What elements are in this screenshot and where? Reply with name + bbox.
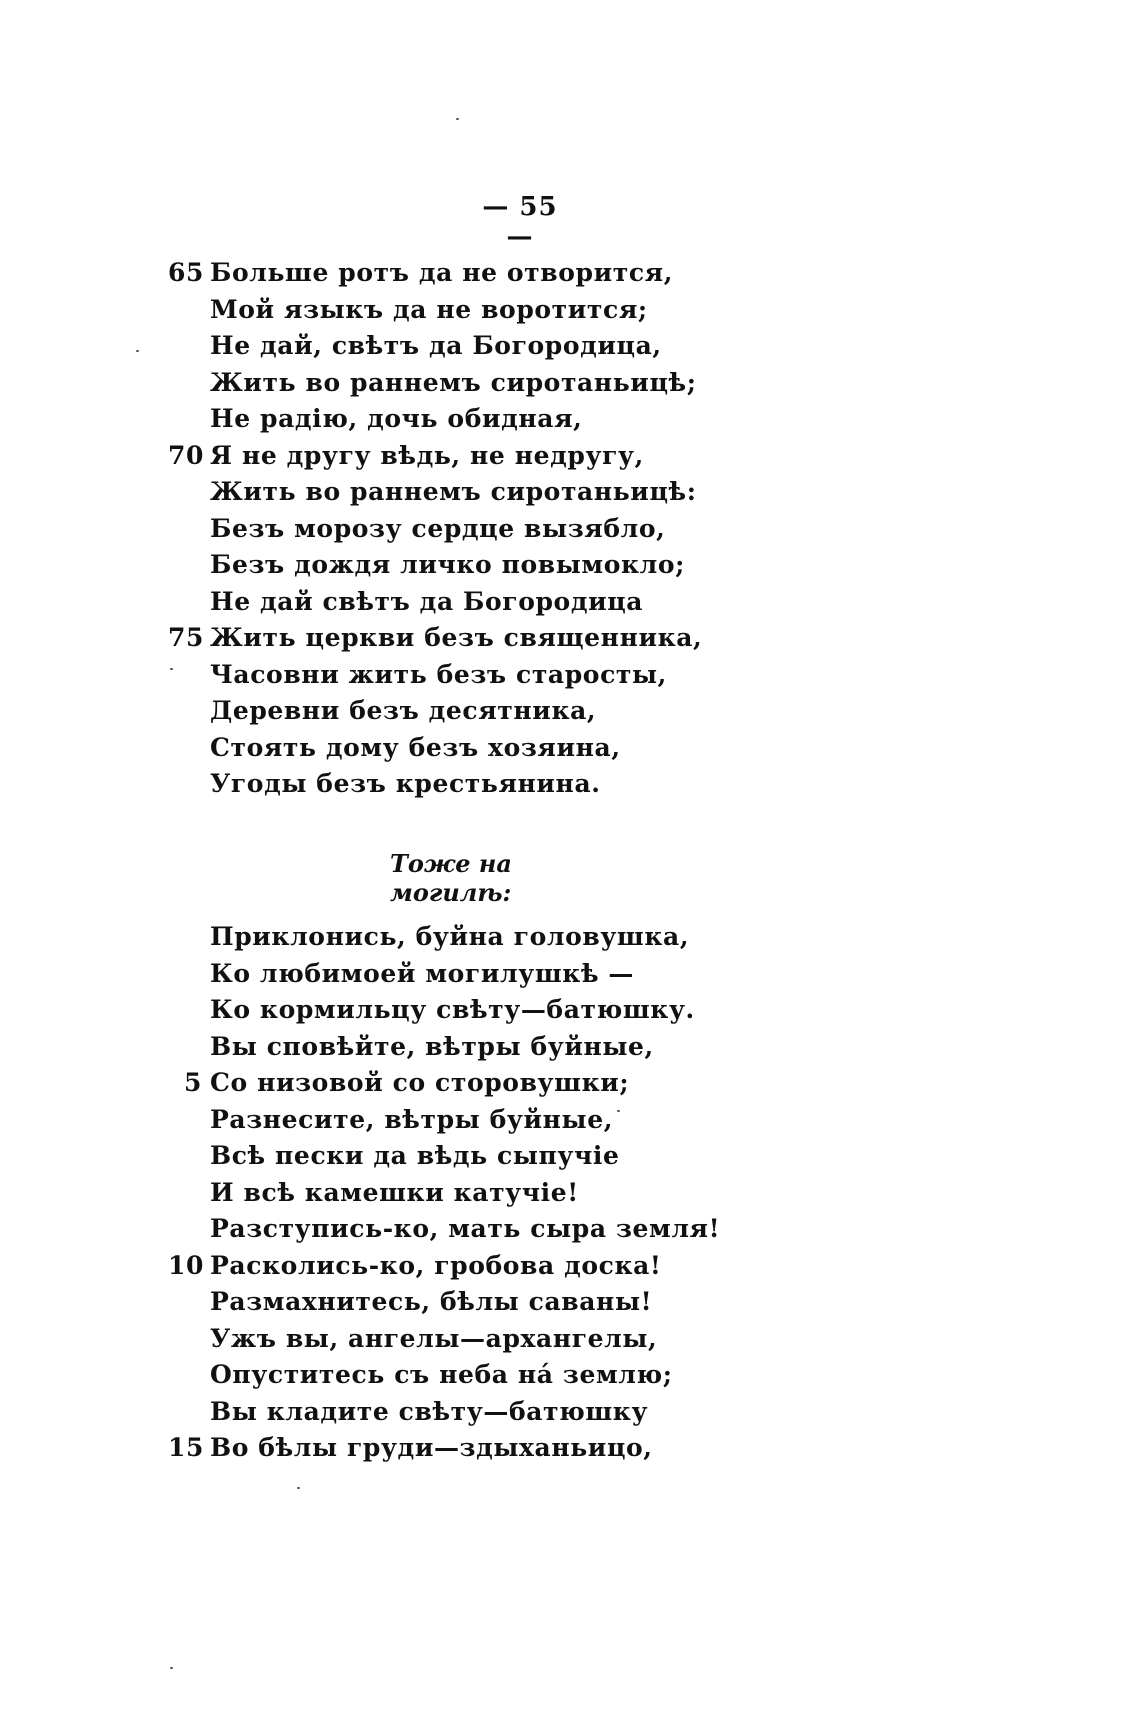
scan-speck xyxy=(617,1110,620,1112)
scan-speck xyxy=(170,668,173,670)
verse-line xyxy=(168,511,688,548)
verse-text: Я не другу вѣдь, не недругу, xyxy=(210,440,644,470)
line-number: 15 xyxy=(168,1433,204,1462)
verse-line xyxy=(168,1102,688,1139)
verse-text: Не радiю, дочь обидная, xyxy=(210,404,583,433)
poem-at-the-grave xyxy=(168,919,721,1467)
verse-line xyxy=(168,1430,688,1467)
verse-line xyxy=(168,328,688,365)
line-number: 75 xyxy=(168,623,204,652)
verse-text: Размахнитесь, бѣлы саваны! xyxy=(210,1287,653,1316)
verse-text: Не дай свѣтъ да Богородица xyxy=(210,586,644,616)
poem-lament-continuation xyxy=(168,255,703,803)
verse-line xyxy=(168,292,688,329)
verse-text: Жить во раннемъ сиротаньицѣ; xyxy=(210,367,697,397)
verse-line xyxy=(168,766,688,803)
verse-text: Во бѣлы груди—здыханьицо, xyxy=(210,1433,653,1462)
verse-text: Разступись-ко, мать сыра земля! xyxy=(210,1214,721,1243)
verse-line xyxy=(168,1394,688,1431)
scan-speck xyxy=(456,118,459,120)
verse-text: Опуститесь съ неба нá землю; xyxy=(210,1360,673,1389)
verse-text: Безъ дождя личко повымокло; xyxy=(210,550,686,579)
scan-speck xyxy=(136,350,139,352)
verse-text: Мой языкъ да не воротится; xyxy=(210,294,648,324)
verse-line xyxy=(168,992,695,1029)
line-number: 10 xyxy=(168,1250,204,1280)
verse-text: Ко любимоей могилушкѣ — xyxy=(210,958,635,988)
verse-text: И всѣ камешки катучiе! xyxy=(210,1177,579,1207)
verse-line xyxy=(168,1029,688,1066)
verse-text: Угоды безъ крестьянина. xyxy=(210,769,601,798)
verse-line xyxy=(168,1284,688,1321)
verse-text: Больше ротъ да не отворится, xyxy=(210,258,674,287)
verse-text: Безъ морозу сердце вызябло, xyxy=(210,513,666,543)
section-title: Тоже на могилѣ: xyxy=(390,849,512,907)
verse-text: Деревни безъ десятника, xyxy=(210,696,597,725)
line-number: 65 xyxy=(168,258,204,287)
verse-line xyxy=(168,1248,688,1285)
verse-line xyxy=(168,620,703,657)
verse-line xyxy=(168,438,688,475)
verse-text: Со низовой со сторовушки; xyxy=(210,1068,630,1097)
verse-line xyxy=(168,547,688,584)
verse-line xyxy=(168,956,688,993)
verse-line xyxy=(168,1321,688,1358)
verse-line xyxy=(168,1065,688,1102)
verse-text: Ужъ вы, ангелы—архангелы, xyxy=(210,1323,658,1353)
verse-line xyxy=(168,584,688,621)
verse-line xyxy=(168,1357,688,1394)
verse-text: Стоять дому безъ хозяина, xyxy=(210,732,621,762)
scan-speck xyxy=(170,1667,173,1669)
scan-speck xyxy=(297,1487,300,1489)
verse-line xyxy=(168,1211,721,1248)
verse-text: Жить церкви безъ священника, xyxy=(210,623,703,652)
verse-line xyxy=(168,401,688,438)
line-number: 70 xyxy=(168,440,204,470)
verse-line xyxy=(168,730,688,767)
verse-line xyxy=(168,919,688,956)
verse-text: Приклонись, буйна головушка, xyxy=(210,922,690,951)
verse-line xyxy=(168,365,697,402)
verse-line xyxy=(168,474,697,511)
verse-text: Всѣ пески да вѣдь сыпучiе xyxy=(210,1141,620,1170)
verse-line xyxy=(168,1175,688,1212)
verse-text: Расколись-ко, гробова доска! xyxy=(210,1250,662,1280)
verse-line xyxy=(168,657,688,694)
verse-text: Вы сповѣйте, вѣтры буйные, xyxy=(210,1031,654,1061)
verse-text: Часовни жить безъ старосты, xyxy=(210,659,667,689)
verse-text: Разнесите, вѣтры буйные, xyxy=(210,1104,613,1134)
verse-text: Жить во раннемъ сиротаньицѣ: xyxy=(210,477,697,506)
verse-line xyxy=(168,255,688,292)
verse-line xyxy=(168,693,688,730)
verse-text: Вы кладите свѣту—батюшку xyxy=(210,1396,649,1426)
verse-line xyxy=(168,1138,688,1175)
page-number: — 55 — xyxy=(482,192,558,252)
verse-text: Ко кормильцу свѣту—батюшку. xyxy=(210,995,695,1024)
line-number: 5 xyxy=(184,1068,202,1097)
verse-text: Не дай, свѣтъ да Богородица, xyxy=(210,331,662,360)
